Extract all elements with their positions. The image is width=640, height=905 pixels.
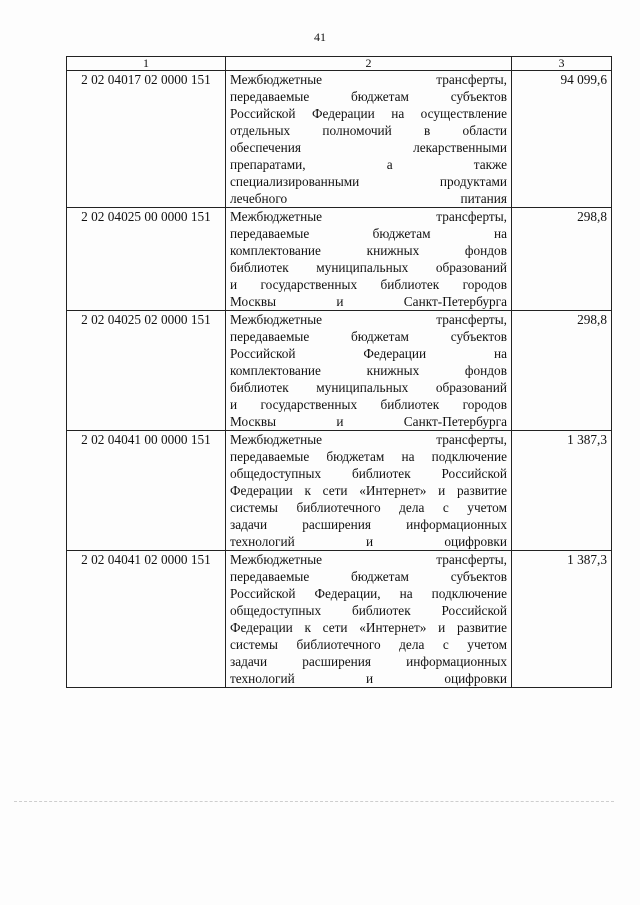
table-row [67,551,612,688]
description-line: библиотек муниципальных образований [230,380,507,395]
budget-code-cell: 2 02 04041 00 0000 151 [67,431,226,551]
budget-code-cell: 2 02 04025 02 0000 151 [67,311,226,431]
description-line: системы библиотечного дела с учетом [230,637,507,652]
description-line: комплектование книжных фондов [230,243,507,258]
description-cell [226,311,512,431]
description-line: Федерации к сети «Интернет» и развитие [230,620,507,635]
description-line: общедоступных библиотек Российской [230,603,507,618]
table-row [67,431,612,551]
budget-table [66,56,612,688]
description-line: общедоступных библиотек Российской [230,466,507,481]
column-header-description: 2 [226,57,512,71]
description-line: и государственных библиотек городов [230,277,507,292]
amount-cell: 298,8 [512,208,612,311]
description-line: специализированными продуктами [230,174,507,189]
description-line: Федерации к сети «Интернет» и развитие [230,483,507,498]
page-number: 41 [314,30,326,44]
description-cell [226,208,512,311]
amount-cell: 1 387,3 [512,551,612,688]
description-line: задачи расширения информационных [230,654,507,669]
description-line: задачи расширения информационных [230,517,507,532]
budget-code-cell: 2 02 04041 02 0000 151 [67,551,226,688]
description-line: системы библиотечного дела с учетом [230,500,507,515]
description-line: Российской Федерации, на подключение [230,586,507,601]
description-line: Межбюджетные трансферты, [230,552,507,567]
description-line: технологий и оцифровки [230,534,507,549]
description-line: и государственных библиотек городов [230,397,507,412]
description-line: Межбюджетные трансферты, [230,209,507,224]
amount-cell: 94 099,6 [512,71,612,208]
description-line: библиотек муниципальных образований [230,260,507,275]
description-line: передаваемые бюджетам субъектов [230,329,507,344]
description-line: технологий и оцифровки [230,671,507,686]
description-cell [226,431,512,551]
description-line: Межбюджетные трансферты, [230,312,507,327]
description-line: Москвы и Санкт-Петербурга [230,414,507,429]
description-line: передаваемые бюджетам на [230,226,507,241]
description-line: Российской Федерации на осуществление [230,106,507,121]
description-line: передаваемые бюджетам субъектов [230,569,507,584]
amount-cell: 1 387,3 [512,431,612,551]
table-header-row [67,57,612,71]
description-line: Межбюджетные трансферты, [230,72,507,87]
description-line: препаратами, а также [230,157,507,172]
column-header-amount: 3 [512,57,612,71]
scan-artifact-line [14,801,614,802]
amount-cell: 298,8 [512,311,612,431]
description-cell [226,551,512,688]
description-line: Российской Федерации на [230,346,507,361]
description-line: комплектование книжных фондов [230,363,507,378]
budget-code-cell: 2 02 04025 00 0000 151 [67,208,226,311]
table-row [67,311,612,431]
column-header-code: 1 [67,57,226,71]
description-line: Москвы и Санкт-Петербурга [230,294,507,309]
description-line: передаваемые бюджетам субъектов [230,89,507,104]
description-line: Межбюджетные трансферты, [230,432,507,447]
description-line: лечебного питания [230,191,507,206]
description-line: передаваемые бюджетам на подключение [230,449,507,464]
table-row [67,71,612,208]
description-line: отдельных полномочий в области [230,123,507,138]
description-cell [226,71,512,208]
budget-code-cell: 2 02 04017 02 0000 151 [67,71,226,208]
description-line: обеспечения лекарственными [230,140,507,155]
table-row [67,208,612,311]
